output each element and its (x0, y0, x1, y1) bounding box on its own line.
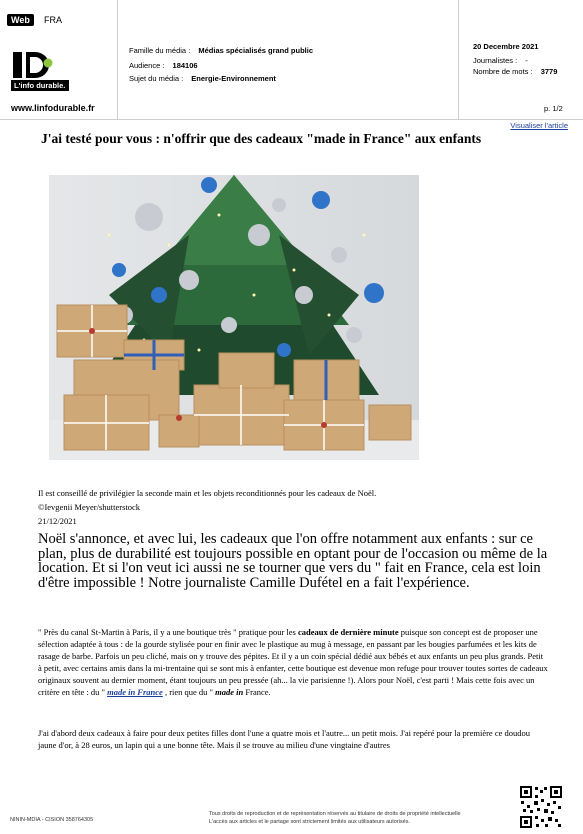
article-paragraph-2: J'ai d'abord deux cadeaux à faire pour deux petites filles dont l'une a quatre mois et l'autre... un petit mois. J'ai repéré pour la première ce doudou jaune d'or, à 28 euros, un lapin qui a une bonne tête. Mais il se trouve au milieu d'une vingtaine d'autres (38, 728, 530, 750)
journalistes-row (473, 56, 528, 65)
website-link[interactable]: www.linfodurable.fr (11, 103, 95, 113)
header-divider-right (458, 0, 459, 120)
famille-row (129, 46, 313, 55)
p1-text-d: France. (243, 687, 271, 697)
header-bottom-rule (0, 119, 583, 120)
sujet-row (129, 74, 276, 83)
sujet-value: Energie-Environnement (191, 74, 276, 83)
article-title: J'ai testé pour vous : n'offrir que des cadeaux "made in France" aux enfants (41, 131, 482, 146)
photo-caption: Il est conseillé de privilégier la seconde main et les objets reconditionnés pour les cadeaux de Noël. (38, 488, 377, 498)
p1-italic-text: made in (215, 687, 244, 697)
journalistes-label: Journalistes : (473, 56, 518, 65)
audience-label: Audience : (129, 61, 165, 70)
p1-bold-text: cadeaux de dernière minute (298, 627, 399, 637)
article-paragraph-1 (38, 626, 548, 698)
journalistes-value: - (525, 56, 528, 65)
footer-rights-line-2: L'accès aux articles et le partage sont strictement limités aux utilisateurs autorisés. (209, 819, 410, 825)
footer-rights (209, 810, 461, 826)
web-badge: Web (7, 14, 34, 26)
page-number: p. 1/2 (544, 104, 563, 113)
made-in-france-link[interactable]: made in France (107, 687, 163, 697)
mots-row (473, 67, 557, 76)
logo-text: L'info durable. (14, 81, 66, 90)
article-date: 21/12/2021 (38, 516, 77, 526)
article-photo (49, 175, 419, 460)
linfodurable-logo (11, 50, 69, 92)
footer-source: NININ-MDIA - CISION 358764305 (10, 817, 94, 823)
article-lead: Noël s'annonce, et avec lui, les cadeaux que l'on offre notamment aux enfants : sur ce plan, plus de durabilité est toujours possible en optant pour de l'occasion ou même de la location. Et si l'on veut ici aussi ne se tourner que vers du " fait en France, cela est loin d'être impossible ! Notre journaliste Camille Dufétel en a fait l'expérience. (38, 531, 548, 591)
sujet-label: Sujet du média : (129, 74, 184, 83)
famille-label: Famille du média : (129, 46, 191, 55)
header-divider-left (117, 0, 118, 120)
audience-row (129, 61, 198, 70)
famille-value: Médias spécialisés grand public (198, 46, 313, 55)
qr-code-icon[interactable] (519, 785, 563, 829)
p1-text-c: , rien que du " (162, 687, 216, 697)
footer-rights-line-1: Tous droits de reproduction et de représentation réservés au titulaire de droits de propriété intellectuelle (209, 811, 461, 817)
mots-label: Nombre de mots : (473, 67, 533, 76)
photo-credit: ©Ievgenii Meyer/shutterstock (38, 502, 141, 512)
visualiser-article-link[interactable]: Visualiser l'article (510, 121, 568, 130)
audience-value: 184106 (172, 61, 198, 70)
publication-date: 20 Decembre 2021 (473, 42, 539, 51)
country-code: FRA (44, 15, 62, 25)
p1-text-a: " Près du canal St-Martin à Paris, il y a une boutique très " pratique pour les (38, 627, 298, 637)
mots-value: 3779 (540, 67, 558, 76)
p1-text-b: puisque son concept est de proposer une sélection adaptée à tous : de la gourde stylisée pour en finir avec le plastique au mug à message, en passant par les bougies parfumées et les kits de rasage de barbe. Parfois un peu cliché, mais on y trouve des pépites. Et il y a un coin spécial dédié aux bébés et aux enfants un peu plus grands. Petit à petit, avec certains amis dans la mi-trentaine qui se sont mis à enfanter, cette boutique est devenue mon refuge pour trouver toutes sortes de cadeaux originaux souvent au dernier moment, étant toujours un peu pressée (ah... la vie parisienne !). Alors pour Noël, c'est parti ! Mais cette fois avec un critère en tête : du " (38, 627, 548, 697)
